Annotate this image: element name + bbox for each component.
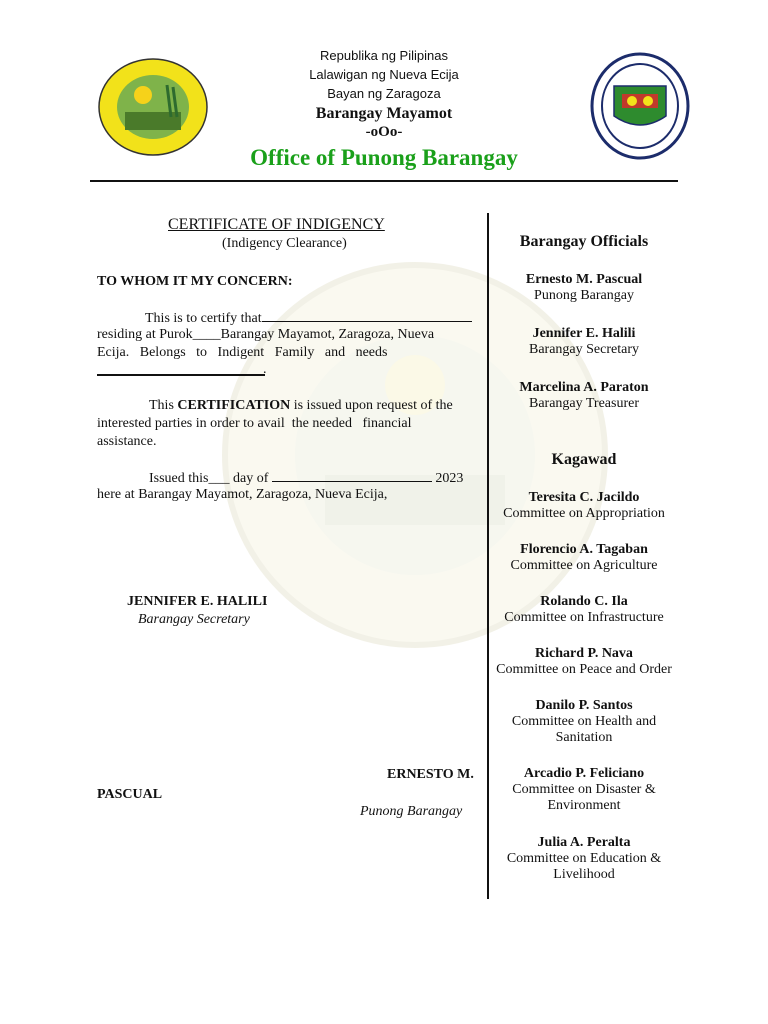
name-blank [262,308,472,322]
kagawad-entry [492,766,676,814]
certification-bold: CERTIFICATION [177,398,291,413]
official-title: Barangay Secretary [529,342,639,357]
barangay-seal-logo [97,57,209,157]
certification-line-2: interested parties in order to avail the needed financial [97,416,412,431]
signatory-secretary-name: JENNIFER E. HALILI [127,594,268,609]
kagawad-committee-cont: Environment [547,798,621,813]
official-title: Punong Barangay [534,288,634,303]
kagawad-name: Julia A. Peralta [537,835,631,850]
kagawad-committee-cont: Livelihood [553,867,615,882]
signatory-secretary-title: Barangay Secretary [138,612,250,627]
kagawad-entry [492,490,676,522]
kagawad-entry [492,698,676,746]
kagawad-entry [492,646,676,678]
kagawad-entry [492,835,676,883]
official-title: Barangay Treasurer [528,396,640,411]
kagawad-committee: Committee on Appropriation [503,506,665,521]
issued-text: Issued this___ day of [149,471,269,486]
certificate-subtitle: (Indigency Clearance) [222,236,347,251]
needs-period: . [263,362,267,377]
certify-line-3: Ecija. Belongs to Indigent Family and needs [97,345,388,360]
certification-prefix: This [149,398,174,413]
kagawad-committee: Committee on Education & [506,851,662,866]
kagawad-name: Arcadio P. Feliciano [523,766,645,781]
signatory-captain-name-b: PASCUAL [97,787,163,802]
certify-text: This is to certify that [145,311,262,326]
official-entry [492,272,676,304]
salutation: TO WHOM IT MY CONCERN: [97,274,293,289]
kagawad-committee-cont: Sanitation [555,730,613,745]
kagawad-name: Teresita C. Jacildo [528,490,640,505]
certification-rest: is issued upon request of the [293,398,453,413]
official-name: Marcelina A. Paraton [519,380,649,395]
municipality-seal-logo [590,52,690,160]
issued-line-1 [149,468,463,488]
official-entry [492,326,676,358]
kagawad-name: Danilo P. Santos [535,698,633,713]
officials-heading: Barangay Officials [519,233,649,250]
column-divider [487,213,489,899]
issued-line-2: here at Barangay Mayamot, Zaragoza, Nueva Ecija, [97,487,388,502]
header-barangay: Barangay Mayamot [315,105,453,122]
certificate-title: CERTIFICATE OF INDIGENCY [168,216,385,233]
kagawad-name: Richard P. Nava [535,646,633,661]
kagawad-entry [492,542,676,574]
kagawad-committee: Committee on Disaster & [512,782,656,797]
header-divider [90,180,678,182]
issued-year: 2023 [435,471,464,486]
kagawad-committee: Committee on Health and [511,714,657,729]
kagawad-name: Florencio A. Tagaban [520,542,648,557]
header-line-town: Bayan ng Zaragoza [327,86,441,101]
header-separator: -oOo- [365,124,403,140]
kagawad-committee: Committee on Infrastructure [504,610,664,625]
date-blank [272,468,432,482]
kagawad-committee: Committee on Peace and Order [496,662,672,677]
kagawad-heading: Kagawad [551,451,617,468]
official-name: Ernesto M. Pascual [525,272,643,287]
official-entry [492,380,676,412]
kagawad-name: Rolando C. Ila [540,594,628,609]
certify-line-1 [145,308,472,328]
office-title: Office of Punong Barangay [250,145,518,170]
signatory-captain-title: Punong Barangay [360,804,463,819]
header-line-republic: Republika ng Pilipinas [320,48,448,63]
signatory-captain-name-a: ERNESTO M. [387,767,474,782]
kagawad-committee: Committee on Agriculture [510,558,658,573]
certification-line-3: assistance. [97,434,157,449]
certification-line-1 [149,397,453,415]
official-name: Jennifer E. Halili [532,326,636,341]
header-line-province: Lalawigan ng Nueva Ecija [309,67,459,82]
kagawad-entry [492,594,676,626]
needs-blank [97,360,265,376]
certify-line-2: residing at Purok____Barangay Mayamot, Zaragoza, Nueva [97,327,435,342]
